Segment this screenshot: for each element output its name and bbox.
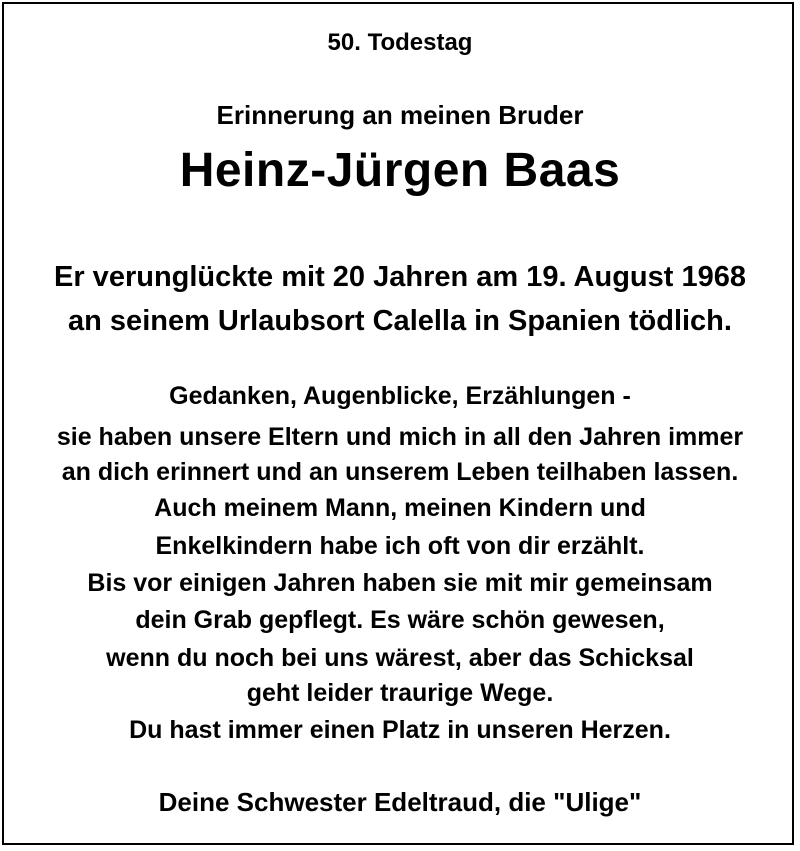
accident-line: Er verunglückte mit 20 Jahren am 19. August 1968	[54, 261, 746, 293]
memory-text-line: sie haben unsere Eltern und mich in all den Jahren immer	[56, 423, 744, 451]
memory-text-line: wenn du noch bei uns wärest, aber das Schicksal	[106, 644, 694, 672]
accident-line: an seinem Urlaubsort Calella in Spanien tödlich.	[68, 305, 732, 337]
signature: Deine Schwester Edeltraud, die "Ulige"	[158, 787, 642, 817]
memory-text-line: Du hast immer einen Platz in unseren Herzen.	[129, 716, 671, 744]
memory-text-line: Gedanken, Augenblicke, Erzählungen -	[169, 382, 631, 410]
memory-text-line: Enkelkindern habe ich oft von dir erzählt.	[155, 532, 645, 560]
deceased-name: Heinz-Jürgen Baas	[179, 144, 621, 197]
anniversary-heading: 50. Todestag	[327, 29, 473, 56]
remembrance-intro: Erinnerung an meinen Bruder	[216, 100, 584, 130]
memory-text-line: Bis vor einigen Jahren haben sie mit mir gemeinsam	[87, 569, 713, 597]
memory-text-line: dein Grab gepflegt. Es wäre schön gewesen,	[135, 606, 665, 634]
memory-text-line: an dich erinnert und an unserem Leben teilhaben lassen.	[61, 458, 739, 486]
memory-text-line: Auch meinem Mann, meinen Kindern und	[154, 494, 646, 522]
memory-text-line: geht leider traurige Wege.	[246, 679, 554, 707]
